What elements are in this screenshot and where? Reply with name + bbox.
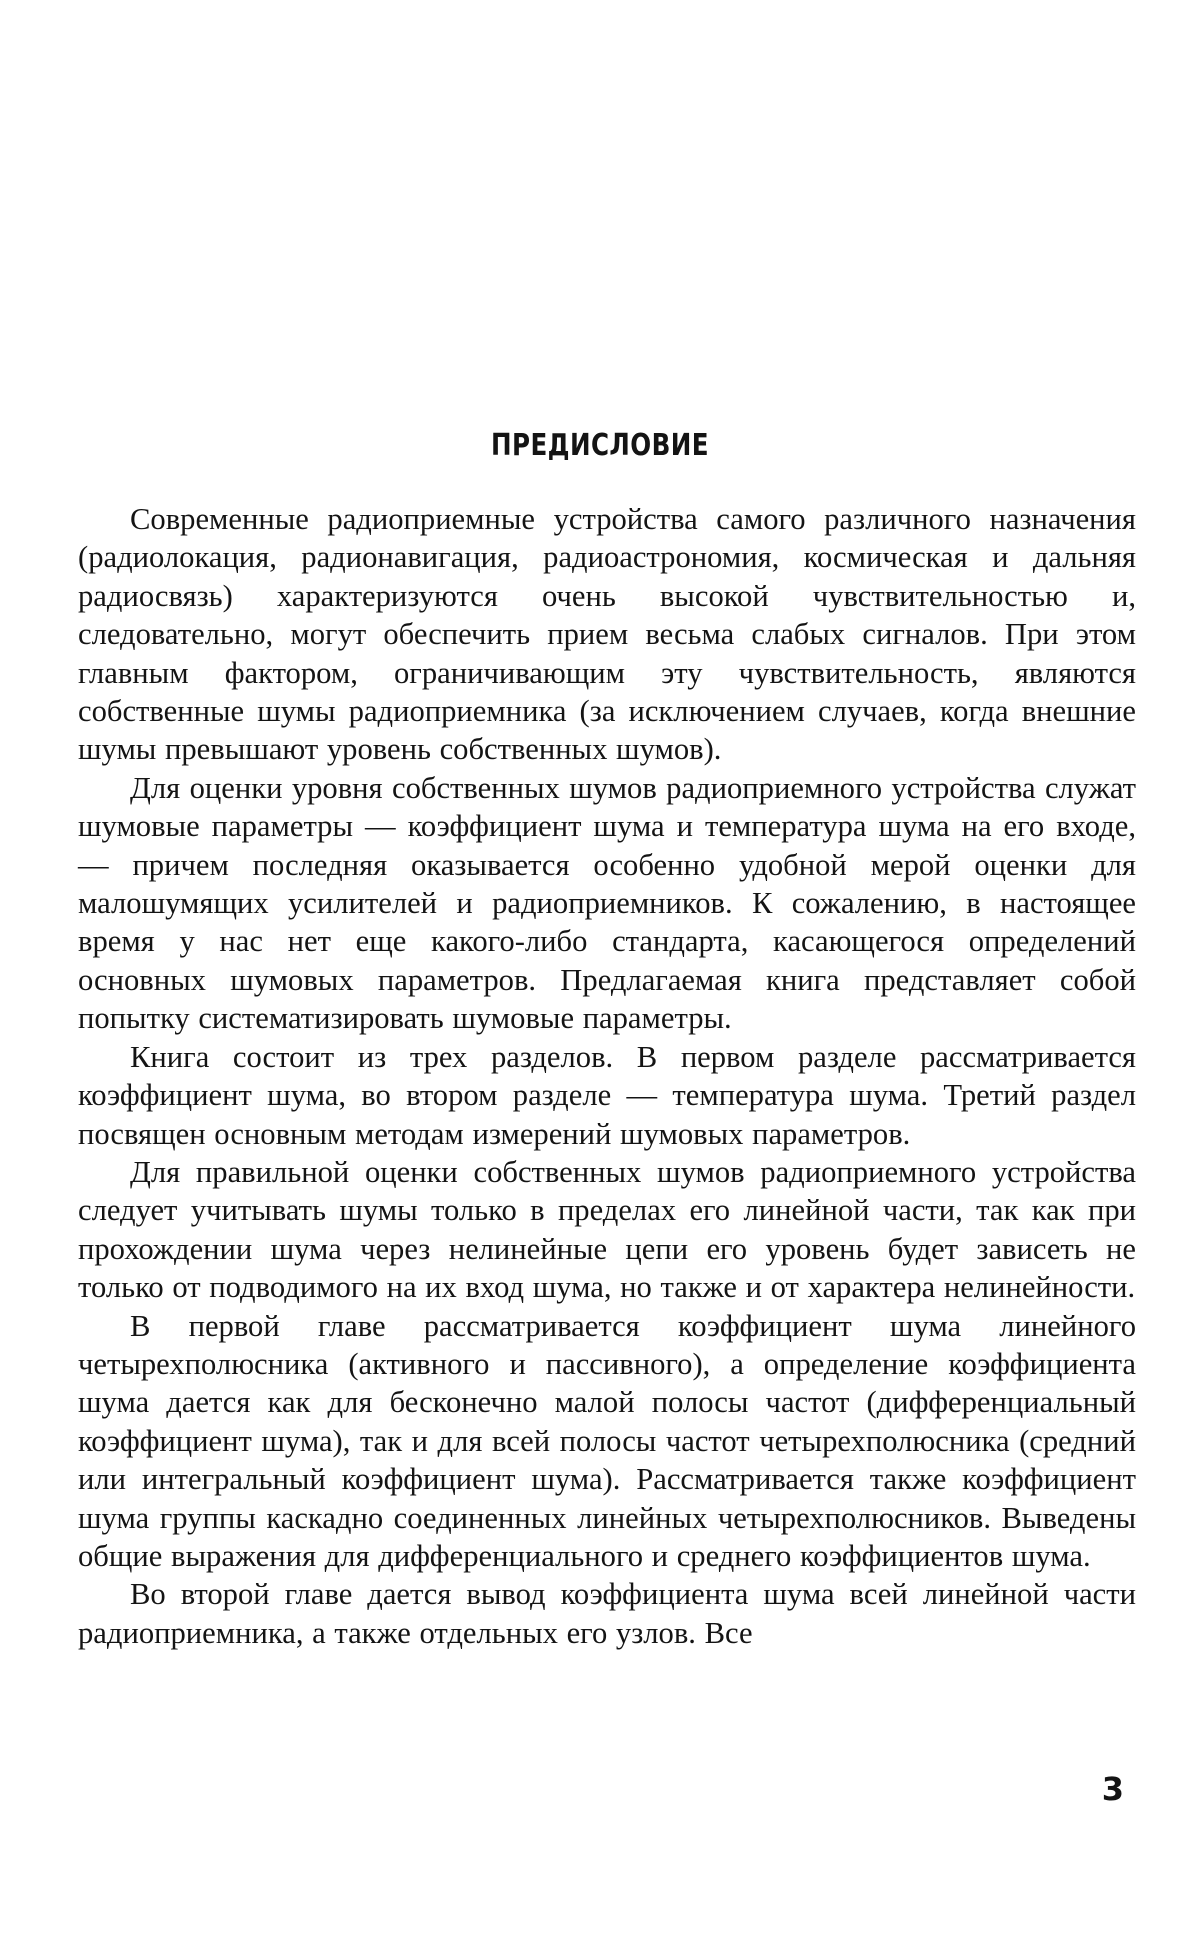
paragraph: Книга состоит из трех разделов. В первом разделе рассматривается коэффициент шума, во втором разделе — температура шума. Третий раздел посвящен основным методам измерений шумовых параметров.: [78, 1039, 1136, 1151]
paragraph: Для оценки уровня собственных шумов радиоприемного устройства служат шумовые параметры — коэффициент шума и температура шума на его входе, — причем последняя оказывается особенно удобной мерой оценки для малошумящих усилителей и радиоприемников. К сожалению, в настоящее время у нас нет еще какого-либо стандарта, касающегося определений основных шумовых параметров. Предлагаемая книга представляет собой попытку систематизировать шумовые параметры.: [78, 770, 1136, 1036]
body-text: [78, 500, 1136, 1652]
paragraph: Современные радиоприемные устройства самого различного назначения (радиолокация, радионавигация, радиоастрономия, космическая и дальняя радиосвязь) характеризуются очень высокой чувствительностью и, следовательно, могут обеспечить прием весьма слабых сигналов. При этом главным фактором, ограничивающим эту чувствительность, являются собственные шумы радиоприемника (за исключением случаев, когда внешние шумы превышают уровень собственных шумов).: [78, 502, 1136, 767]
chapter-title: ПРЕДИСЛОВИЕ: [491, 428, 709, 463]
paragraph: В первой главе рассматривается коэффициент шума линейного четырехполюсника (активного и пассивного), а определение коэффициента шума дается как для бесконечно малой полосы частот (дифференциальный коэффициент шума), так и для всей полосы частот четырехполюсника (средний или интегральный коэффициент шума). Рассматривается также коэффициент шума группы каскадно соединенных линейных четырехполюсников. Выведены общие выражения для дифференциального и среднего коэффициентов шума.: [78, 1308, 1136, 1573]
paragraph: Во второй главе дается вывод коэффициента шума всей линейной части радиоприемника, а также отдельных его узлов. Все: [78, 1577, 1136, 1650]
paragraph: Для правильной оценки собственных шумов радиоприемного устройства следует учитывать шумы только в пределах его линейной части, так как при прохождении шума через нелинейные цепи его уровень будет зависеть не только от подводимого на их вход шума, но также и от характера нелинейности.: [78, 1154, 1136, 1305]
page-number: 3: [1101, 1770, 1124, 1808]
